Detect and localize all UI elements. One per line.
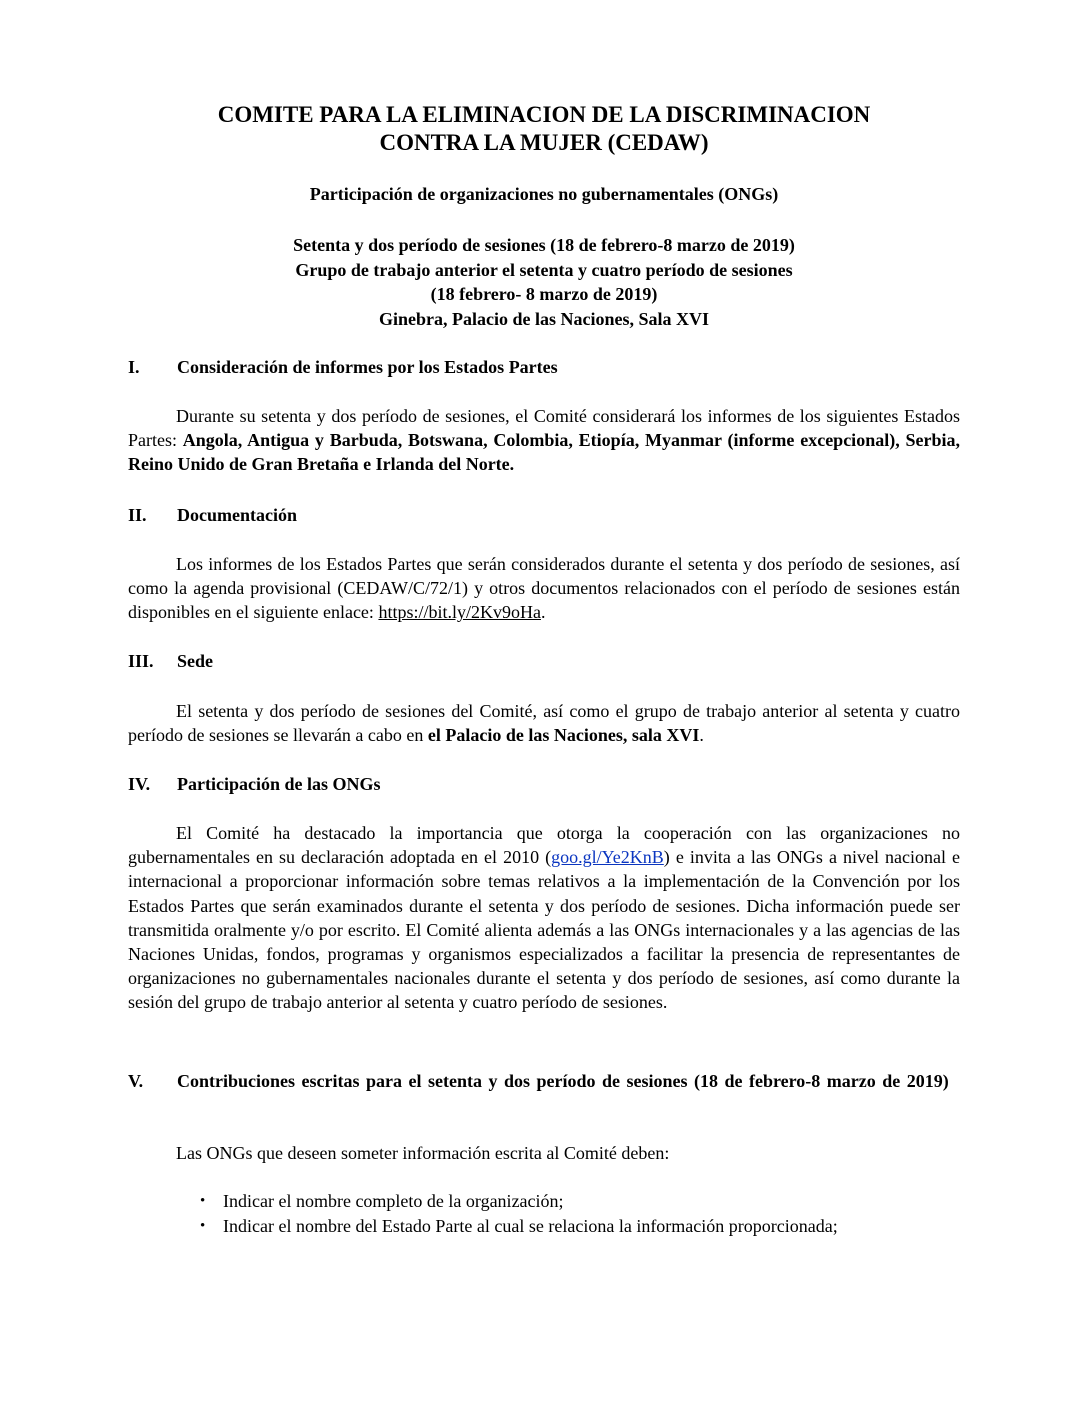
section-heading-1 xyxy=(128,356,960,378)
paragraph-text: El setenta y dos período de sesiones del Comité, así como el grupo de trabajo anterior al setenta y cuatro período de sesiones se llevarán a cabo en xyxy=(128,701,960,746)
section-1-paragraph xyxy=(128,404,960,477)
bullet-icon: • xyxy=(200,1193,206,1209)
section-number: III. xyxy=(128,651,154,671)
paragraph-text: El Comité ha destacado la importancia que otorga la cooperación con las organizaciones no gubernamentales en su declaración adoptada en el 2010 ( xyxy=(128,823,960,868)
section-heading-4 xyxy=(128,773,960,795)
bullet-icon: • xyxy=(200,1217,206,1234)
section-5-intro: Las ONGs que deseen someter información escrita al Comité deben: xyxy=(176,1143,670,1163)
venue-text: el Palacio de las Naciones, sala XVI xyxy=(427,725,700,746)
document-subtitle: Participación de organizaciones no gubernamentales (ONGs) xyxy=(309,184,779,204)
section-title: Participación de las ONGs xyxy=(177,774,381,794)
section-2-paragraph xyxy=(128,552,960,625)
requirements-list xyxy=(128,1189,960,1238)
session-line-3: (18 febrero- 8 marzo de 2019) xyxy=(430,284,658,304)
section-3-paragraph xyxy=(128,699,960,747)
list-item xyxy=(128,1214,960,1239)
title-line-2: CONTRA LA MUJER (CEDAW) xyxy=(379,130,709,155)
session-line-1: Setenta y dos período de sesiones (18 de febrero-8 marzo de 2019) xyxy=(293,235,795,255)
section-title: Documentación xyxy=(177,505,297,525)
section-number: V. xyxy=(128,1071,144,1091)
title-line-1: COMITE PARA LA ELIMINACION DE LA DISCRIMINACION xyxy=(217,102,871,127)
section-4-paragraph xyxy=(128,821,960,1015)
list-item xyxy=(128,1189,960,1214)
section-number: I. xyxy=(128,357,140,377)
list-item-text: Indicar el nombre completo de la organización; xyxy=(223,1191,564,1211)
section-heading-3 xyxy=(128,650,960,672)
paragraph-text: . xyxy=(699,725,704,746)
document-title xyxy=(128,101,960,157)
list-item-text: Indicar el nombre del Estado Parte al cual se relaciona la información proporcionada; xyxy=(223,1215,838,1236)
section-number: IV. xyxy=(128,774,151,794)
paragraph-text: . xyxy=(540,602,546,623)
paragraph-text: ) e invita a las ONGs a nivel nacional e internacional a proporcionar información sobre temas relativos a la implementación de la Convención por los Estados Partes que serán examinados durante el setenta y dos período de sesiones. Dicha información puede ser transmitida oralmente y/o por escrito. El Comité alienta además a las ONGs internacionales y a las agencias de las Naciones Unidas, fondos, programas y organismos especializados a facilitar la presencia de representantes de organizaciones no gubernamentales nacionales durante el setenta y dos período de sesiones, así como durante la sesión del grupo de trabajo anterior al setenta y cuatro período de sesiones. xyxy=(128,847,960,1013)
section-title: Sede xyxy=(177,651,213,671)
section-heading-2 xyxy=(128,504,960,526)
section-title: Contribuciones escritas para el setenta y dos período de sesiones (18 de febrero-8 marzo de 2019) xyxy=(177,1071,949,1091)
paragraph-text: Los informes de los Estados Partes que serán considerados durante el setenta y dos período de sesiones, así como la agenda provisional (CEDAW/C/72/1) y otros documentos relacionados con el período de sesiones están disponibles en el siguiente enlace: xyxy=(128,554,960,623)
session-line-4: Ginebra, Palacio de las Naciones, Sala XVI xyxy=(378,308,709,329)
section-number: II. xyxy=(128,505,147,525)
documents-link[interactable]: https://bit.ly/2Kv9oHa xyxy=(378,602,541,623)
session-line-2: Grupo de trabajo anterior el setenta y cuatro período de sesiones xyxy=(295,259,793,280)
section-heading-5 xyxy=(128,1069,960,1093)
session-info xyxy=(128,233,960,331)
section-title: Consideración de informes por los Estados Partes xyxy=(177,357,558,377)
paragraph-text: Durante su setenta y dos período de sesiones, el Comité considerará los informes de los siguientes Estados Partes: xyxy=(128,406,960,451)
declaration-link[interactable]: goo.gl/Ye2KnB xyxy=(551,847,664,868)
states-list: Angola, Antigua y Barbuda, Botswana, Colombia, Etiopía, Myanmar (informe excepcional), Serbia, Reino Unido de Gran Bretaña e Irlanda del Norte. xyxy=(128,430,960,475)
